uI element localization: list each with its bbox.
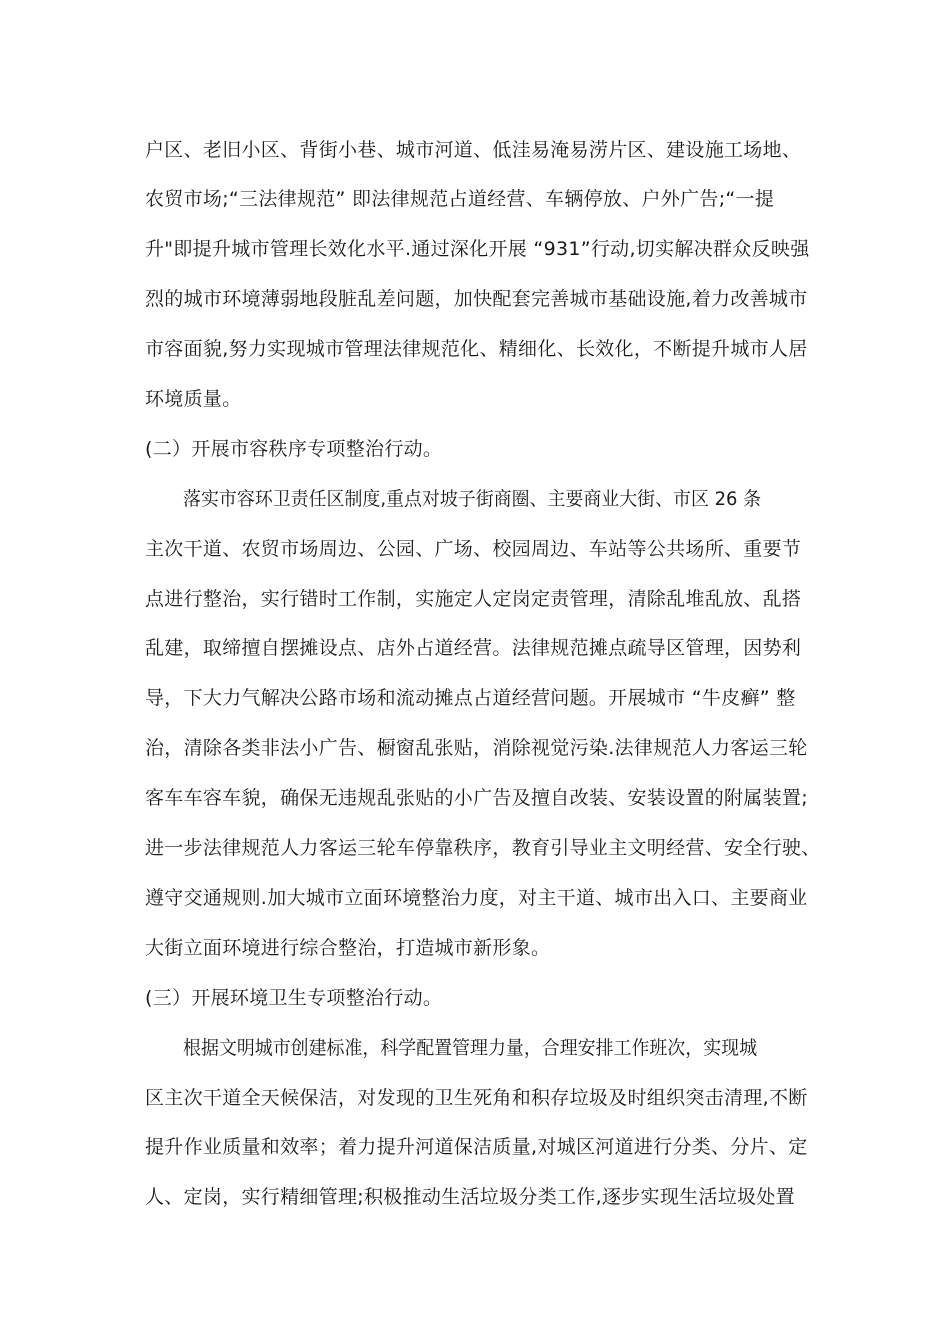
- text-line: 落实市容环卫责任区制度,重点对坡子街商圈、主要商业大街、市区 26 条: [183, 488, 762, 510]
- text-line: 大街立面环境进行综合整治，打造城市新形象。: [145, 937, 551, 959]
- text-line: 市容面貌,努力实现城市管理法律规范化、精细化、长效化，不断提升城市人居: [145, 338, 808, 360]
- text-line: 烈的城市环境薄弱地段脏乱差问题，加快配套完善城市基础设施,着力改善城市: [145, 288, 808, 310]
- text-line: 导，下大力气解决公路市场和流动摊点占道经营问题。开展城市 “牛皮癣” 整: [145, 687, 796, 709]
- section-heading: (三）开展环境卫生专项整治行动。: [145, 987, 443, 1009]
- text-line: 户区、老旧小区、背街小巷、城市河道、低洼易淹易涝片区、建设施工场地、: [145, 139, 802, 161]
- text-line: 客车车容车貌，确保无违规乱张贴的小广告及擅自改装、安装设置的附属装置;: [145, 787, 808, 809]
- text-line: 人、定岗，实行精细管理;积极推动生活垃圾分类工作,逐步实现生活垃圾处置: [145, 1186, 795, 1208]
- text-line: 点进行整治，实行错时工作制，实施定人定岗定责管理，清除乱堆乱放、乱搭: [145, 588, 802, 610]
- text-line: 环境质量。: [145, 388, 242, 410]
- text-line: 区主次干道全天候保洁，对发现的卫生死角和积存垃圾及时组织突击清理,不断: [145, 1087, 808, 1109]
- text-line: 提升作业质量和效率；着力提升河道保洁质量,对城区河道进行分类、分片、定: [145, 1136, 808, 1158]
- text-line: 治，清除各类非法小广告、橱窗乱张贴，消除视觉污染.法律规范人力客运三轮: [145, 737, 808, 759]
- text-line: 升"即提升城市管理长效化水平.通过深化开展 “931”行动,切实解决群众反映强: [145, 238, 810, 260]
- text-line: 遵守交通规则.加大城市立面环境整治力度，对主干道、城市出入口、主要商业: [145, 887, 808, 909]
- text-line: 农贸市场;“三法律规范” 即法律规范占道经营、车辆停放、户外广告;“一提: [145, 188, 775, 210]
- text-line: 进一步法律规范人力客运三轮车停靠秩序，教育引导业主文明经营、安全行驶、: [145, 837, 821, 859]
- text-line: 乱建，取缔擅自摆摊设点、店外占道经营。法律规范摊点疏导区管理，因势利: [145, 637, 802, 659]
- text-line: 主次干道、农贸市场周边、公园、广场、校园周边、车站等公共场所、重要节: [145, 538, 802, 560]
- section-heading: (二）开展市容秩序专项整治行动。: [145, 438, 443, 460]
- text-line: 根据文明城市创建标准，科学配置管理力量，合理安排工作班次，实现城: [183, 1037, 758, 1059]
